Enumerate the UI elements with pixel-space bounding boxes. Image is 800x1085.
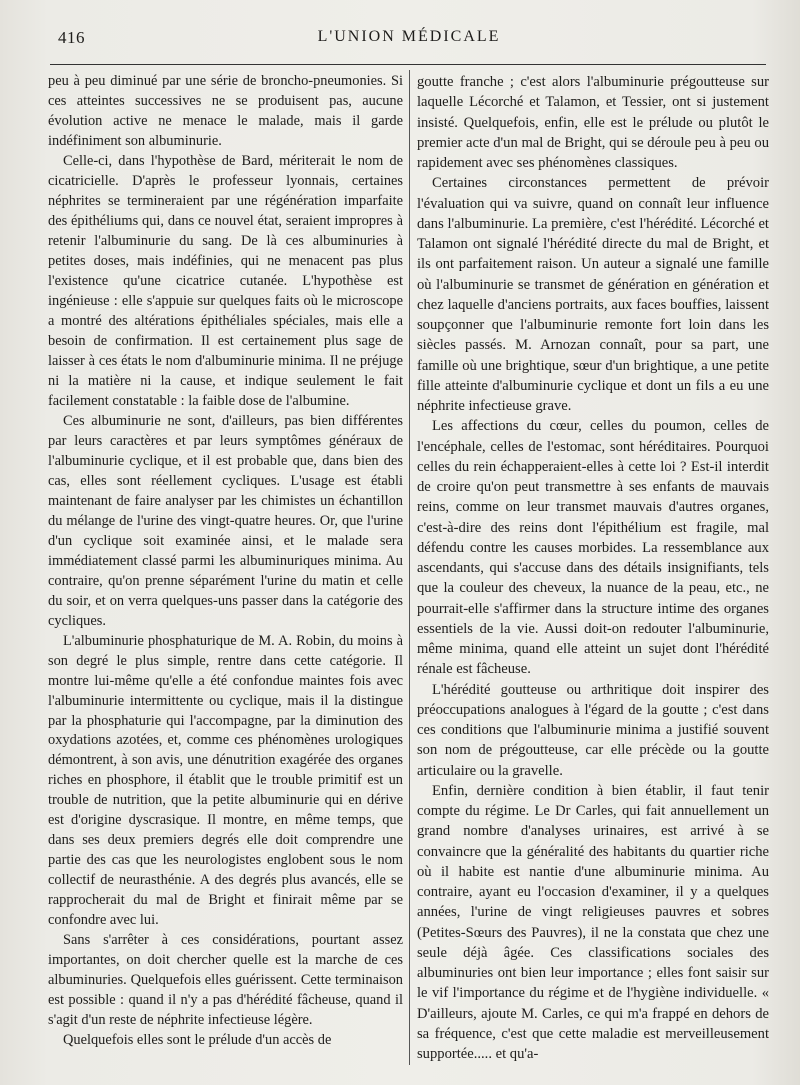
page-number: 416 — [58, 28, 85, 47]
paragraph: Les affections du cœur, celles du poumon, celles de l'encéphale, celles de l'estomac, sont héréditaires. Pourquoi celles du rein échapperaient-elles à cette loi ? Est-il interdit de croire qu'on peut transmettre à ses enfants de mauvais reins, comme on leur transmet mauvais d'autres organes, c'est-à-dire des reins dont l'épithélium est fragile, mal défendu contre les causes morbides. La ressemblance aux ascendants, qui s'accuse dans des détails insignifiants, tels que la couleur des cheveux, la nuance de la peau, etc., ne pourrait-elle s'affirmer dans la structure intime des organes essentiels de la vie. Aussi doit-on redouter l'albuminurie, même minima, quand elle atteint un sujet dont l'hérédité rénale est fâcheuse. — [417, 418, 769, 678]
paragraph: Celle-ci, dans l'hypothèse de Bard, mériterait le nom de cicatricielle. D'après le professeur lyonnais, certaines néphrites se termineraient par une régénération imparfaite des épithéliums qui, dans ce nouvel état, seraient impropres à retenir l'albuminurie du sang. De là ces albuminuries à petites doses, mais indéfinies, qui ne menacent pas plus l'existence qu'une cicatrice cutanée. L'hypothèse est ingénieuse : elle s'appuie sur quelques faits où le microscope a montré des altérations épithéliales spéciales, mais elle a besoin de confirmation. Il est certainement plus sage de laisser à ces états le nom d'albuminurie minima. Il ne préjuge ni la matière ni la cause, et indique seulement le fait facilement constatable : la faible dose de l'albumine. — [48, 152, 403, 409]
header-rule — [50, 64, 766, 65]
paragraph: peu à peu diminué par une série de broncho-pneumonies. Si ces atteintes successives ne se produisent pas, aucune évolution active ne menace le malade, mais il garde indéfiniment son albuminurie. — [48, 73, 403, 149]
paragraph: Certaines circonstances permettent de prévoir l'évaluation qui va suivre, quand on connaît leur influence dans l'albuminurie. La première, c'est l'hérédité. Lécorché et Talamon ont signalé l'hérédité directe du mal de Bright, et ils ont parfaitement raison. Un auteur a signalé une famille où l'albuminurie se transmet de génération en génération et chez laquelle d'anciens portraits, aux faces bouffies, laissent soupçonner que l'albuminurie remonte fort loin dans les siècles passés. M. Arnozan connaît, pour sa part, une famille où une brightique, sœur d'un brightique, a une petite fille atteinte d'albuminurie cyclique et dont un fils a eu une néphrite infectieuse grave. — [417, 175, 769, 414]
paragraph: Quelquefois elles sont le prélude d'un accès de — [63, 1032, 332, 1049]
paragraph: Enfin, dernière condition à bien établir, il faut tenir compte du régime. Le Dr Carles, qui fait annuellement un grand nombre d'analyses urinaires, est arrivé à se convaincre que la généralité des habitants du quartier riche où il habite est nantie d'une albuminurie minima. Au contraire, ayant eu l'occasion d'examiner, il y a quelques années, l'urine de vingt religieuses pauvres et sobres (Petites-Sœurs des Pauvres), il ne la constata que chez une seule déjà âgée. Ces classifications sociales des albuminuries ont bien leur importance ; elles font saisir sur le vif l'importance du régime et de l'hygiène individuelle. « D'ailleurs, ajoute M. Carles, ce qui m'a frappé en dehors de sa fréquence, c'est que cette maladie est merveilleusement supportée..... et qu'a- — [417, 782, 769, 1062]
paragraph: L'hérédité goutteuse ou arthritique doit inspirer des préoccupations analogues à l'égard de la goutte ; c'est dans ces conditions que l'albuminurie minima a justifié souvent son nom de prégoutteuse, car elle précède ou la goutte articulaire ou la gravelle. — [417, 681, 769, 779]
paragraph: Ces albuminurie ne sont, d'ailleurs, pas bien différentes par leurs caractères et par leurs symptômes généraux de l'albuminurie cyclique, et il est probable que, dans bien des cas, elles sont réellement cycliques. L'usage est établi maintenant de faire analyser par les chimistes un échantillon du mélange de l'urine des vingt-quatre heures. Or, que l'urine d'un cyclique soit examinée ainsi, et le malade sera immédiatement classé parmi les albuminuriques minima. Au contraire, qu'on prenne séparément l'urine du matin et celle du soir, et on verra quelques-uns passer dans la catégorie des cycliques. — [48, 412, 403, 629]
running-title: L'UNION MÉDICALE — [317, 28, 501, 45]
paragraph: Sans s'arrêter à ces considérations, pourtant assez importantes, on doit chercher quelle est la marche de ces albuminuries. Quelquefois elles guérissent. Cette terminaison est possible : quand il n'y a pas d'hérédité fâcheuse, quand il s'agit d'un reste de néphrite infectieuse légère. — [48, 932, 403, 1029]
right-column — [417, 72, 769, 1064]
page-header — [58, 28, 760, 52]
left-column — [48, 72, 403, 1051]
paragraph: L'albuminurie phosphaturique de M. A. Robin, du moins à son degré le plus simple, rentre dans cette catégorie. Il montre lui-même qu'elle a été confondue maintes fois avec l'albuminurie intermittente ou cyclique, mais il la distingue par la phosphaturie qui l'accompagne, par la diminution des oxydations azotées, et, comme ces phénomènes urologiques démontrent, à son avis, une dénutrition exagérée des organes riches en phosphore, il établit que le trouble primitif est un trouble de nutrition, que la petite albuminurie qui en dérive est d'origine dyscrasique. Il montre, en même temps, que dans ses deux premiers degrés elle doit comprendre une partie des cas que les neurologistes englobent sous le nom collectif de neurasthénie. A des degrés plus avancés, elle se rapprocherait du mal de Bright et finirait même par se confondre avec lui. — [48, 632, 403, 929]
paragraph: goutte franche ; c'est alors l'albuminurie prégoutteuse sur laquelle Lécorché et Talamon, et Tessier, ont si justement insisté. Quelquefois, enfin, elle est le prélude ou plutôt le premier acte d'un mal de Bright, qui se déroule peu à peu ou rapidement avec ses phénomènes classiques. — [417, 74, 769, 171]
column-divider — [409, 70, 410, 1065]
